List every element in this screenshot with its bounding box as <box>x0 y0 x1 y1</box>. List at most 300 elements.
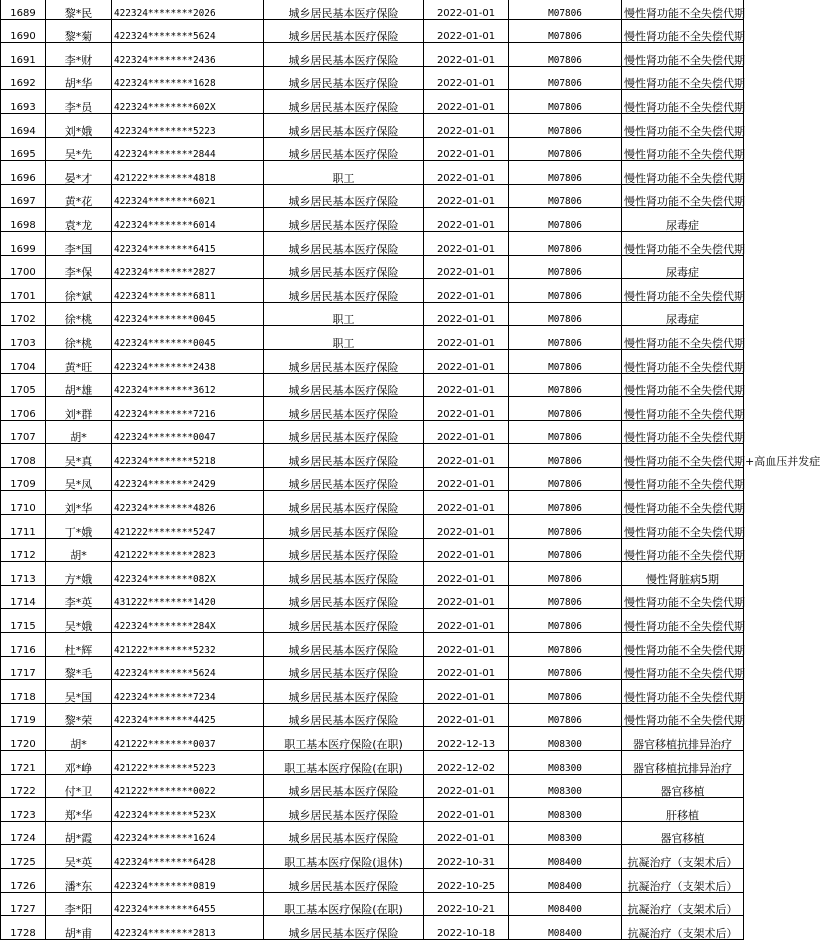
insurance-type-cell[interactable]: 城乡居民基本医疗保险 <box>264 703 424 727</box>
date-cell[interactable]: 2022-01-01 <box>424 255 509 279</box>
diagnosis-cell[interactable]: 肝移植 <box>622 798 744 822</box>
insurance-type-cell[interactable]: 城乡居民基本医疗保险 <box>264 538 424 562</box>
date-cell[interactable]: 2022-10-21 <box>424 892 509 916</box>
insurance-type-cell[interactable]: 城乡居民基本医疗保险 <box>264 19 424 43</box>
date-cell[interactable]: 2022-01-01 <box>424 19 509 43</box>
table-row <box>1 0 744 19</box>
date-cell[interactable]: 2022-01-01 <box>424 66 509 90</box>
insurance-type-cell[interactable]: 城乡居民基本医疗保险 <box>264 397 424 421</box>
row-number-cell[interactable]: 1699 <box>1 231 46 255</box>
row-number-cell[interactable]: 1718 <box>1 680 46 704</box>
table-row <box>1 184 744 208</box>
insurance-type-cell[interactable]: 城乡居民基本医疗保险 <box>264 916 424 940</box>
name-cell[interactable]: 李*国 <box>46 231 112 255</box>
row-number-cell[interactable]: 1700 <box>1 255 46 279</box>
row-number-cell[interactable]: 1717 <box>1 656 46 680</box>
name-cell[interactable]: 刘*华 <box>46 491 112 515</box>
id-number-cell[interactable]: 422324********523X <box>112 798 264 822</box>
table-row <box>1 656 744 680</box>
insurance-type-cell[interactable]: 职工 <box>264 326 424 350</box>
id-number-cell[interactable]: 422324********7216 <box>112 397 264 421</box>
row-number-cell[interactable]: 1726 <box>1 868 46 892</box>
diagnosis-cell[interactable]: 尿毒症 <box>622 302 744 326</box>
row-number-cell[interactable]: 1704 <box>1 349 46 373</box>
table-row <box>1 420 744 444</box>
insurance-type-cell[interactable]: 城乡居民基本医疗保险 <box>264 208 424 232</box>
row-number-cell[interactable]: 1712 <box>1 538 46 562</box>
row-number-cell[interactable]: 1725 <box>1 845 46 869</box>
date-cell[interactable]: 2022-01-01 <box>424 680 509 704</box>
id-number-cell[interactable]: 422324********1624 <box>112 821 264 845</box>
diagnosis-cell[interactable]: 慢性肾功能不全失偿代期 <box>622 680 744 704</box>
disease-code-cell[interactable]: M07806 <box>509 255 622 279</box>
insurance-type-cell[interactable]: 城乡居民基本医疗保险 <box>264 279 424 303</box>
disease-code-cell[interactable]: M07806 <box>509 680 622 704</box>
date-cell[interactable]: 2022-01-01 <box>424 515 509 539</box>
name-cell[interactable]: 胡*甫 <box>46 916 112 940</box>
date-cell[interactable]: 2022-01-01 <box>424 609 509 633</box>
insurance-type-cell[interactable]: 城乡居民基本医疗保险 <box>264 0 424 19</box>
disease-code-cell[interactable]: M07806 <box>509 491 622 515</box>
row-number-cell[interactable]: 1703 <box>1 326 46 350</box>
disease-code-cell[interactable]: M07806 <box>509 43 622 67</box>
row-number-cell[interactable]: 1702 <box>1 302 46 326</box>
date-cell[interactable]: 2022-01-01 <box>424 349 509 373</box>
diagnosis-cell[interactable]: 抗凝治疗（支架术后） <box>622 916 744 940</box>
name-cell[interactable]: 郑*华 <box>46 798 112 822</box>
insurance-type-cell[interactable]: 城乡居民基本医疗保险 <box>264 515 424 539</box>
disease-code-cell[interactable]: M07806 <box>509 161 622 185</box>
id-number-cell[interactable]: 422324********1628 <box>112 66 264 90</box>
date-cell[interactable]: 2022-01-01 <box>424 326 509 350</box>
date-cell[interactable]: 2022-01-01 <box>424 633 509 657</box>
insurance-type-cell[interactable]: 城乡居民基本医疗保险 <box>264 467 424 491</box>
row-number-cell[interactable]: 1705 <box>1 373 46 397</box>
diagnosis-cell[interactable]: 慢性肾功能不全失偿代期 <box>622 373 744 397</box>
row-number-cell[interactable]: 1711 <box>1 515 46 539</box>
id-number-cell[interactable]: 421222********5223 <box>112 751 264 775</box>
name-cell[interactable]: 李*阳 <box>46 892 112 916</box>
id-number-cell[interactable]: 422324********6021 <box>112 184 264 208</box>
disease-code-cell[interactable]: M08400 <box>509 868 622 892</box>
insurance-type-cell[interactable]: 城乡居民基本医疗保险 <box>264 633 424 657</box>
table-row <box>1 538 744 562</box>
diagnosis-cell[interactable]: 慢性肾功能不全失偿代期 <box>622 585 744 609</box>
name-cell[interactable]: 吴*凤 <box>46 467 112 491</box>
diagnosis-cell[interactable]: 抗凝治疗（支架术后） <box>622 868 744 892</box>
date-cell[interactable]: 2022-01-01 <box>424 656 509 680</box>
diagnosis-cell[interactable]: 慢性肾功能不全失偿代期+高血压并发症 <box>622 444 744 468</box>
name-cell[interactable]: 胡* <box>46 727 112 751</box>
id-number-cell[interactable]: 422324********5624 <box>112 19 264 43</box>
disease-code-cell[interactable]: M07806 <box>509 279 622 303</box>
disease-code-cell[interactable]: M07806 <box>509 703 622 727</box>
row-number-cell[interactable]: 1694 <box>1 113 46 137</box>
row-number-cell[interactable]: 1690 <box>1 19 46 43</box>
date-cell[interactable]: 2022-01-01 <box>424 184 509 208</box>
disease-code-cell[interactable]: M07806 <box>509 373 622 397</box>
date-cell[interactable]: 2022-01-01 <box>424 373 509 397</box>
name-cell[interactable]: 黄*花 <box>46 184 112 208</box>
table-row <box>1 66 744 90</box>
date-cell[interactable]: 2022-01-01 <box>424 444 509 468</box>
disease-code-cell[interactable]: M07806 <box>509 231 622 255</box>
disease-code-cell[interactable]: M08400 <box>509 892 622 916</box>
row-number-cell[interactable]: 1691 <box>1 43 46 67</box>
date-cell[interactable]: 2022-10-18 <box>424 916 509 940</box>
disease-code-cell[interactable]: M07806 <box>509 538 622 562</box>
diagnosis-cell[interactable]: 慢性肾脏病5期 <box>622 562 744 586</box>
row-number-cell[interactable]: 1698 <box>1 208 46 232</box>
insurance-type-cell[interactable]: 职工基本医疗保险(在职) <box>264 727 424 751</box>
insurance-type-cell[interactable]: 城乡居民基本医疗保险 <box>264 680 424 704</box>
date-cell[interactable]: 2022-01-01 <box>424 491 509 515</box>
insurance-type-cell[interactable]: 城乡居民基本医疗保险 <box>264 821 424 845</box>
id-number-cell[interactable]: 422324********5223 <box>112 113 264 137</box>
name-cell[interactable]: 邓*峥 <box>46 751 112 775</box>
id-number-cell[interactable]: 422324********2438 <box>112 349 264 373</box>
insurance-type-cell[interactable]: 城乡居民基本医疗保险 <box>264 656 424 680</box>
id-number-cell[interactable]: 421222********5247 <box>112 515 264 539</box>
name-cell[interactable]: 刘*娥 <box>46 113 112 137</box>
diagnosis-cell[interactable]: 慢性肾功能不全失偿代期 <box>622 113 744 137</box>
disease-code-cell[interactable]: M08300 <box>509 774 622 798</box>
name-cell[interactable]: 袁*龙 <box>46 208 112 232</box>
diagnosis-cell[interactable]: 慢性肾功能不全失偿代期 <box>622 161 744 185</box>
insurance-type-cell[interactable]: 城乡居民基本医疗保险 <box>264 43 424 67</box>
date-cell[interactable]: 2022-01-01 <box>424 703 509 727</box>
id-number-cell[interactable]: 422324********602X <box>112 90 264 114</box>
insurance-type-cell[interactable]: 城乡居民基本医疗保险 <box>264 373 424 397</box>
date-cell[interactable]: 2022-01-01 <box>424 279 509 303</box>
disease-code-cell[interactable]: M07806 <box>509 302 622 326</box>
insurance-type-cell[interactable]: 职工基本医疗保险(退休) <box>264 845 424 869</box>
insurance-type-cell[interactable]: 城乡居民基本医疗保险 <box>264 90 424 114</box>
date-cell[interactable]: 2022-01-01 <box>424 585 509 609</box>
date-cell[interactable]: 2022-01-01 <box>424 302 509 326</box>
insurance-type-cell[interactable]: 城乡居民基本医疗保险 <box>264 255 424 279</box>
row-number-cell[interactable]: 1696 <box>1 161 46 185</box>
disease-code-cell[interactable]: M07806 <box>509 585 622 609</box>
diagnosis-cell[interactable]: 慢性肾功能不全失偿代期 <box>622 467 744 491</box>
name-cell[interactable]: 黄*旺 <box>46 349 112 373</box>
disease-code-cell[interactable]: M08400 <box>509 916 622 940</box>
date-cell[interactable]: 2022-01-01 <box>424 90 509 114</box>
table-row <box>1 892 744 916</box>
name-cell[interactable]: 吴*英 <box>46 845 112 869</box>
insurance-type-cell[interactable]: 城乡居民基本医疗保险 <box>264 491 424 515</box>
id-number-cell[interactable]: 422324********6811 <box>112 279 264 303</box>
id-number-cell[interactable]: 431222********1420 <box>112 585 264 609</box>
insurance-type-cell[interactable]: 城乡居民基本医疗保险 <box>264 774 424 798</box>
name-cell[interactable]: 徐*桃 <box>46 326 112 350</box>
date-cell[interactable]: 2022-01-01 <box>424 0 509 19</box>
insurance-type-cell[interactable]: 城乡居民基本医疗保险 <box>264 113 424 137</box>
name-cell[interactable]: 胡* <box>46 420 112 444</box>
row-number-cell[interactable]: 1728 <box>1 916 46 940</box>
row-number-cell[interactable]: 1689 <box>1 0 46 19</box>
id-number-cell[interactable]: 422324********2844 <box>112 137 264 161</box>
table-row <box>1 326 744 350</box>
name-cell[interactable]: 刘*群 <box>46 397 112 421</box>
name-cell[interactable]: 李*保 <box>46 255 112 279</box>
date-cell[interactable]: 2022-01-01 <box>424 774 509 798</box>
name-cell[interactable]: 丁*娥 <box>46 515 112 539</box>
name-cell[interactable]: 黎*菊 <box>46 19 112 43</box>
id-number-cell[interactable]: 422324********4425 <box>112 703 264 727</box>
table-row <box>1 515 744 539</box>
disease-code-cell[interactable]: M07806 <box>509 137 622 161</box>
row-number-cell[interactable]: 1697 <box>1 184 46 208</box>
diagnosis-cell[interactable]: 慢性肾功能不全失偿代期 <box>622 656 744 680</box>
diagnosis-cell[interactable]: 慢性肾功能不全失偿代期 <box>622 397 744 421</box>
id-number-cell[interactable]: 422324********2436 <box>112 43 264 67</box>
table-row <box>1 491 744 515</box>
table-row <box>1 231 744 255</box>
row-number-cell[interactable]: 1716 <box>1 633 46 657</box>
date-cell[interactable]: 2022-01-01 <box>424 231 509 255</box>
diagnosis-cell[interactable]: 抗凝治疗（支架术后） <box>622 845 744 869</box>
insurance-type-cell[interactable]: 职工 <box>264 161 424 185</box>
diagnosis-cell[interactable]: 慢性肾功能不全失偿代期 <box>622 538 744 562</box>
date-cell[interactable]: 2022-01-01 <box>424 43 509 67</box>
diagnosis-cell[interactable]: 尿毒症 <box>622 255 744 279</box>
diagnosis-cell[interactable]: 慢性肾功能不全失偿代期 <box>622 231 744 255</box>
name-cell[interactable]: 胡*霞 <box>46 821 112 845</box>
diagnosis-cell[interactable]: 器官移植 <box>622 821 744 845</box>
row-number-cell[interactable]: 1710 <box>1 491 46 515</box>
date-cell[interactable]: 2022-01-01 <box>424 420 509 444</box>
diagnosis-cell[interactable]: 慢性肾功能不全失偿代期 <box>622 184 744 208</box>
row-number-cell[interactable]: 1708 <box>1 444 46 468</box>
row-number-cell[interactable]: 1706 <box>1 397 46 421</box>
id-number-cell[interactable]: 422324********284X <box>112 609 264 633</box>
id-number-cell[interactable]: 422324********0045 <box>112 302 264 326</box>
insurance-type-cell[interactable]: 城乡居民基本医疗保险 <box>264 444 424 468</box>
date-cell[interactable]: 2022-01-01 <box>424 538 509 562</box>
date-cell[interactable]: 2022-01-01 <box>424 137 509 161</box>
id-number-cell[interactable]: 421222********5232 <box>112 633 264 657</box>
disease-code-cell[interactable]: M07806 <box>509 208 622 232</box>
name-cell[interactable]: 李*员 <box>46 90 112 114</box>
name-cell[interactable]: 吴*真 <box>46 444 112 468</box>
id-number-cell[interactable]: 422324********6455 <box>112 892 264 916</box>
id-number-cell[interactable]: 421222********0022 <box>112 774 264 798</box>
name-cell[interactable]: 黎*毛 <box>46 656 112 680</box>
table-row <box>1 444 744 468</box>
diagnosis-cell[interactable]: 慢性肾功能不全失偿代期 <box>622 420 744 444</box>
insurance-type-cell[interactable]: 城乡居民基本医疗保险 <box>264 66 424 90</box>
diagnosis-cell[interactable]: 慢性肾功能不全失偿代期 <box>622 279 744 303</box>
id-number-cell[interactable]: 422324********2813 <box>112 916 264 940</box>
row-number-cell[interactable]: 1724 <box>1 821 46 845</box>
id-number-cell[interactable]: 422324********5218 <box>112 444 264 468</box>
diagnosis-cell[interactable]: 慢性肾功能不全失偿代期 <box>622 0 744 19</box>
row-number-cell[interactable]: 1707 <box>1 420 46 444</box>
diagnosis-cell[interactable]: 抗凝治疗（支架术后） <box>622 892 744 916</box>
id-number-cell[interactable]: 422324********0047 <box>112 420 264 444</box>
disease-code-cell[interactable]: M08300 <box>509 727 622 751</box>
name-cell[interactable]: 黎*荣 <box>46 703 112 727</box>
insurance-type-cell[interactable]: 城乡居民基本医疗保险 <box>264 184 424 208</box>
id-number-cell[interactable]: 422324********6014 <box>112 208 264 232</box>
insurance-type-cell[interactable]: 城乡居民基本医疗保险 <box>264 349 424 373</box>
row-number-cell[interactable]: 1715 <box>1 609 46 633</box>
date-cell[interactable]: 2022-01-01 <box>424 798 509 822</box>
diagnosis-cell[interactable]: 器官移植抗排异治疗 <box>622 751 744 775</box>
insurance-type-cell[interactable]: 城乡居民基本医疗保险 <box>264 609 424 633</box>
name-cell[interactable]: 杜*辉 <box>46 633 112 657</box>
insurance-type-cell[interactable]: 职工基本医疗保险(在职) <box>264 751 424 775</box>
id-number-cell[interactable]: 422324********4826 <box>112 491 264 515</box>
id-number-cell[interactable]: 422324********6415 <box>112 231 264 255</box>
disease-code-cell[interactable]: M07806 <box>509 184 622 208</box>
diagnosis-cell[interactable]: 慢性肾功能不全失偿代期 <box>622 66 744 90</box>
insurance-type-cell[interactable]: 城乡居民基本医疗保险 <box>264 231 424 255</box>
insurance-type-cell[interactable]: 城乡居民基本医疗保险 <box>264 137 424 161</box>
id-number-cell[interactable]: 422324********3612 <box>112 373 264 397</box>
name-cell[interactable]: 黎*民 <box>46 0 112 19</box>
id-number-cell[interactable]: 422324********0045 <box>112 326 264 350</box>
name-cell[interactable]: 胡*华 <box>46 66 112 90</box>
date-cell[interactable]: 2022-12-13 <box>424 727 509 751</box>
disease-code-cell[interactable]: M07806 <box>509 113 622 137</box>
date-cell[interactable]: 2022-01-01 <box>424 562 509 586</box>
disease-code-cell[interactable]: M07806 <box>509 90 622 114</box>
name-cell[interactable]: 徐*桃 <box>46 302 112 326</box>
disease-code-cell[interactable]: M07806 <box>509 397 622 421</box>
disease-code-cell[interactable]: M07806 <box>509 420 622 444</box>
date-cell[interactable]: 2022-10-25 <box>424 868 509 892</box>
insurance-type-cell[interactable]: 城乡居民基本医疗保险 <box>264 562 424 586</box>
diagnosis-cell[interactable]: 慢性肾功能不全失偿代期 <box>622 633 744 657</box>
name-cell[interactable]: 胡* <box>46 538 112 562</box>
row-number-cell[interactable]: 1709 <box>1 467 46 491</box>
row-number-cell[interactable]: 1721 <box>1 751 46 775</box>
name-cell[interactable]: 付*卫 <box>46 774 112 798</box>
id-number-cell[interactable]: 422324********082X <box>112 562 264 586</box>
id-number-cell[interactable]: 422324********6428 <box>112 845 264 869</box>
row-number-cell[interactable]: 1701 <box>1 279 46 303</box>
disease-code-cell[interactable]: M08300 <box>509 751 622 775</box>
id-number-cell[interactable]: 422324********2827 <box>112 255 264 279</box>
table-row <box>1 774 744 798</box>
table-row <box>1 585 744 609</box>
insurance-type-cell[interactable]: 职工 <box>264 302 424 326</box>
table-row <box>1 279 744 303</box>
name-cell[interactable]: 潘*东 <box>46 868 112 892</box>
disease-code-cell[interactable]: M08300 <box>509 821 622 845</box>
disease-code-cell[interactable]: M07806 <box>509 349 622 373</box>
id-number-cell[interactable]: 422324********7234 <box>112 680 264 704</box>
insurance-type-cell[interactable]: 城乡居民基本医疗保险 <box>264 420 424 444</box>
disease-code-cell[interactable]: M07806 <box>509 656 622 680</box>
id-number-cell[interactable]: 422324********2026 <box>112 0 264 19</box>
row-number-cell[interactable]: 1713 <box>1 562 46 586</box>
table-row <box>1 208 744 232</box>
date-cell[interactable]: 2022-10-31 <box>424 845 509 869</box>
table-row <box>1 161 744 185</box>
disease-code-cell[interactable]: M07806 <box>509 19 622 43</box>
disease-code-cell[interactable]: M07806 <box>509 66 622 90</box>
disease-code-cell[interactable]: M07806 <box>509 326 622 350</box>
name-cell[interactable]: 吴*娥 <box>46 609 112 633</box>
diagnosis-cell[interactable]: 慢性肾功能不全失偿代期 <box>622 326 744 350</box>
row-number-cell[interactable]: 1720 <box>1 727 46 751</box>
date-cell[interactable]: 2022-01-01 <box>424 208 509 232</box>
id-number-cell[interactable]: 421222********4818 <box>112 161 264 185</box>
disease-code-cell[interactable]: M07806 <box>509 444 622 468</box>
row-number-cell[interactable]: 1727 <box>1 892 46 916</box>
disease-code-cell[interactable]: M07806 <box>509 562 622 586</box>
diagnosis-cell[interactable]: 慢性肾功能不全失偿代期 <box>622 19 744 43</box>
diagnosis-cell[interactable]: 尿毒症 <box>622 208 744 232</box>
row-number-cell[interactable]: 1714 <box>1 585 46 609</box>
table-row <box>1 90 744 114</box>
table-row <box>1 397 744 421</box>
insurance-type-cell[interactable]: 城乡居民基本医疗保险 <box>264 868 424 892</box>
disease-code-cell[interactable]: M07806 <box>509 0 622 19</box>
disease-code-cell[interactable]: M07806 <box>509 467 622 491</box>
row-number-cell[interactable]: 1723 <box>1 798 46 822</box>
diagnosis-cell[interactable]: 器官移植抗排异治疗 <box>622 727 744 751</box>
date-cell[interactable]: 2022-01-01 <box>424 821 509 845</box>
disease-code-cell[interactable]: M08400 <box>509 845 622 869</box>
name-cell[interactable]: 方*娥 <box>46 562 112 586</box>
name-cell[interactable]: 吴*先 <box>46 137 112 161</box>
insurance-type-cell[interactable]: 城乡居民基本医疗保险 <box>264 798 424 822</box>
diagnosis-cell[interactable]: 慢性肾功能不全失偿代期 <box>622 90 744 114</box>
date-cell[interactable]: 2022-01-01 <box>424 467 509 491</box>
name-cell[interactable]: 李*英 <box>46 585 112 609</box>
disease-code-cell[interactable]: M07806 <box>509 515 622 539</box>
id-number-cell[interactable]: 421222********2823 <box>112 538 264 562</box>
name-cell[interactable]: 吴*国 <box>46 680 112 704</box>
diagnosis-cell[interactable]: 慢性肾功能不全失偿代期 <box>622 515 744 539</box>
diagnosis-cell[interactable]: 器官移植 <box>622 774 744 798</box>
id-number-cell[interactable]: 422324********0819 <box>112 868 264 892</box>
date-cell[interactable]: 2022-01-01 <box>424 161 509 185</box>
name-cell[interactable]: 晏*才 <box>46 161 112 185</box>
row-number-cell[interactable]: 1719 <box>1 703 46 727</box>
name-cell[interactable]: 胡*雄 <box>46 373 112 397</box>
date-cell[interactable]: 2022-12-02 <box>424 751 509 775</box>
id-number-cell[interactable]: 422324********2429 <box>112 467 264 491</box>
diagnosis-cell[interactable]: 慢性肾功能不全失偿代期 <box>622 609 744 633</box>
diagnosis-cell[interactable]: 慢性肾功能不全失偿代期 <box>622 137 744 161</box>
diagnosis-cell[interactable]: 慢性肾功能不全失偿代期 <box>622 349 744 373</box>
date-cell[interactable]: 2022-01-01 <box>424 113 509 137</box>
date-cell[interactable]: 2022-01-01 <box>424 397 509 421</box>
insurance-type-cell[interactable]: 城乡居民基本医疗保险 <box>264 585 424 609</box>
row-number-cell[interactable]: 1695 <box>1 137 46 161</box>
name-cell[interactable]: 徐*斌 <box>46 279 112 303</box>
name-cell[interactable]: 李*财 <box>46 43 112 67</box>
diagnosis-cell[interactable]: 慢性肾功能不全失偿代期 <box>622 703 744 727</box>
id-number-cell[interactable]: 422324********5624 <box>112 656 264 680</box>
disease-code-cell[interactable]: M07806 <box>509 633 622 657</box>
diagnosis-cell[interactable]: 慢性肾功能不全失偿代期 <box>622 491 744 515</box>
row-number-cell[interactable]: 1722 <box>1 774 46 798</box>
insurance-type-cell[interactable]: 职工基本医疗保险(在职) <box>264 892 424 916</box>
row-number-cell[interactable]: 1693 <box>1 90 46 114</box>
row-number-cell[interactable]: 1692 <box>1 66 46 90</box>
table-row <box>1 373 744 397</box>
id-number-cell[interactable]: 421222********0037 <box>112 727 264 751</box>
disease-code-cell[interactable]: M08300 <box>509 798 622 822</box>
disease-code-cell[interactable]: M07806 <box>509 609 622 633</box>
diagnosis-cell[interactable]: 慢性肾功能不全失偿代期 <box>622 43 744 67</box>
